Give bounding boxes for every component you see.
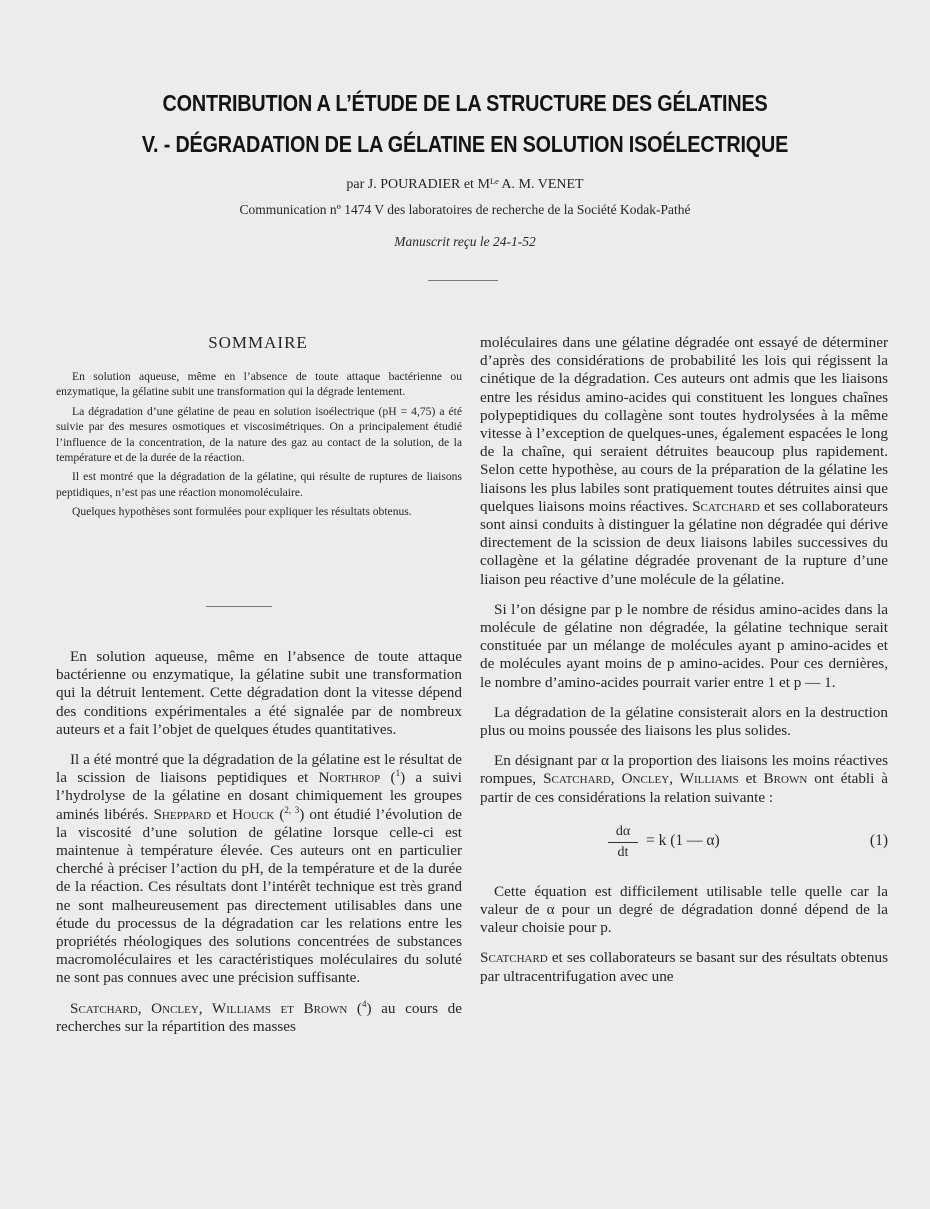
equation-numerator: dα: [615, 823, 631, 839]
text-run: En désignant par α la proportion des liaisons les moins réactives rompues,: [480, 752, 888, 788]
header-divider: [428, 280, 498, 281]
text-run: a suivi l’hydrolyse de la gélatine en dosant chimiquement les groupes aminés libérés.: [56, 769, 462, 823]
text-run: et ses collaborateurs sont ainsi conduits à distinguer la gélatine non dégradée qui dérive directement de la scission de deux liaisons labiles successives du collagène et la gélatine dégradée provenant de la rupture d’une liaison peu réactive d’une molécule de la gélatine.: [480, 497, 888, 588]
author-list: Scatchard, Oncley, Williams et Brown: [70, 999, 348, 1017]
text-run: ont étudié l’évolution de la viscosité d’une solution de gélatine lorsque celle-ci est maintenue à température élevée. Ces auteurs ont en particulier cherché à préciser l’action du pH, de la température et de la durée de la réaction. Ces résultats dont l’intérêt technique est très grand ne sont malheureusement pas directement utilisables dans une étude du processus de la dégradation car les relations entre les propriétés rhéologiques des solutions concentrées de substances macromoléculaires et les caractéristiques moléculaires du soluté ne sont pas connues avec une précision suffisante.: [56, 805, 463, 987]
manuscript-date: Manuscrit reçu le 24-1-52: [394, 234, 536, 249]
body-paragraph-3: Scatchard, Oncley, Williams et Brown ($^4$) au cours de recherches sur la répartition des masses: [56, 998, 462, 1035]
body-paragraph-6: [480, 752, 888, 807]
text-run: moléculaires dans une gélatine dégradée ont essayé de déterminer d’après des considérations de probabilité les lois qui régissent la cinétique de la dégradation. Ces auteurs ont admis que les liaisons entre les résidus amino-acides qui constituent les longues chaînes polypeptidiques du collagène sont toutes hydrolysées à la même vitesse à l’exception de quelques-unes, également espacées le long de la chaîne, qui seraient détruites beaucoup plus rapidement. Selon cette hypothèse, au cours de la préparation de la gélatine les liaisons les plus labiles sont pratiquement toutes détruites ainsi que quelques liaisons moins réactives.: [480, 334, 888, 515]
text-run: au cours de recherches sur la répartition des masses: [56, 999, 462, 1035]
summary-paragraph-4: Quelques hypothèses sont formulées pour expliquer les résultats obtenus.: [72, 505, 412, 519]
author-northrop: Northrop: [318, 769, 381, 787]
body-paragraph-1: En solution aqueuse, même en l’absence de toute attaque bactérienne ou enzymatique, la gélatine subit une transformation qui la détruit lentement. Cette dégradation dont la vitesse dépend des conditions expérimentales a été signalée par de nombreux auteurs et a fait l’objet de quelques études quantitatives.: [56, 648, 462, 738]
title-line-1: CONTRIBUTION A L’ÉTUDE DE LA STRUCTURE DES GÉLATINES: [162, 90, 768, 116]
authors-line: par J. POURADIER et Mᴸᵉ A. M. VENET: [346, 177, 584, 192]
author-scatchard: Scatchard: [692, 497, 760, 515]
left-column: [56, 648, 462, 1048]
equation-1: [480, 819, 888, 871]
body-paragraph-2: Il a été montré que la dégradation de la gélatine est le résultat de la scission de liaisons peptidiques et Northrop ($^1$) a suivi l’hydrolyse de la gélatine en dosant chimiquement les groupes aminés libérés. Sheppard et Houck ($^{2, 3}$) ont étudié l’évolution de la viscosité d’une solution de gélatine lorsque celle-ci est maintenue à température élevée. Ces auteurs ont en particulier cherché à préciser l’action du pH, de la température et de la durée de la réaction. Ces résultats dont l’intérêt technique est très grand ne sont malheureusement pas directement utilisables dans une étude du processus de la dégradation car les relations entre les propriétés rhéologiques des solutions concentrées de substances macromoléculaires et les caractéristiques moléculaires du soluté ne sont pas connues avec une précision suffisante.: [56, 751, 463, 987]
body-paragraph-continued: [480, 334, 888, 589]
summary-block: [56, 369, 462, 524]
reference-number: 2, 3: [284, 804, 300, 815]
fraction-bar: [608, 842, 638, 843]
summary-divider: [206, 606, 272, 607]
summary-paragraph-1: En solution aqueuse, même en l’absence de toute attaque bactérienne ou enzymatique, la gélatine subit une transformation qui la dégrade lentement.: [56, 370, 462, 399]
text-run: ont établi à partir de ces considérations la relation suivante :: [480, 770, 889, 806]
communication-line: Communication nº 1474 V des laboratoires de recherche de la Société Kodak-Pathé: [239, 202, 691, 217]
right-column: [480, 334, 888, 998]
body-paragraph-7: Cette équation est difficilement utilisable telle quelle car la valeur de α pour un degré de dégradation donné dépend de la valeur choisie pour p.: [480, 882, 888, 937]
author-brown: Brown: [763, 770, 808, 788]
author-sheppard: Sheppard: [153, 805, 212, 823]
title-line-2: V. - DÉGRADATION DE LA GÉLATINE EN SOLUTION ISOÉLECTRIQUE: [141, 131, 789, 157]
text-run: et: [216, 805, 228, 823]
equation-number: (1): [869, 831, 888, 849]
equation-denominator: dt: [617, 845, 629, 861]
summary-paragraph-3: Il est montré que la dégradation de la gélatine, qui résulte de ruptures de liaisons peptidiques, n’est pas une réaction monomoléculaire.: [56, 470, 462, 499]
reference-number: 4: [361, 998, 367, 1009]
body-paragraph-4: Si l’on désigne par p le nombre de résidus amino-acides dans la molécule de gélatine non dégradée, la gélatine technique serait constituée par un mélange de molécules ayant p amino-acides et de molécules ayant moins de p amino-acides. Pour ces dernières, le nombre d’amino-acides pourrait varier entre 1 et p — 1.: [480, 600, 888, 691]
text-run: et ses collaborateurs se basant sur des résultats obtenus par ultracentrifugation avec une: [480, 949, 889, 985]
equation-fraction: [608, 823, 638, 862]
text-run: et: [745, 770, 757, 788]
author-scatchard: Scatchard: [480, 949, 548, 967]
author-houck: Houck: [232, 805, 275, 823]
author-list: Scatchard, Oncley, Williams: [543, 770, 739, 788]
body-paragraph-8: [480, 949, 888, 985]
summary-heading: SOMMAIRE: [208, 333, 308, 352]
text-run: Il a été montré que la dégradation de la gélatine est le résultat de la scission de liaisons peptidiques et: [56, 751, 462, 787]
equation-right-side: = k (1 — α): [646, 831, 720, 849]
reference-number: 1: [395, 768, 401, 779]
summary-paragraph-2: La dégradation d’une gélatine de peau en solution isoélectrique (pH = 4,75) a été suivie par des mesures osmotiques et viscosimétriques. On a principalement étudié l’influence de la concentration, de la nature des gaz au contact de la solution, de la température et de la durée de la réaction.: [56, 404, 462, 465]
body-paragraph-5: La dégradation de la gélatine consisterait alors en la destruction plus ou moins poussée des liaisons les plus solides.: [480, 703, 888, 740]
